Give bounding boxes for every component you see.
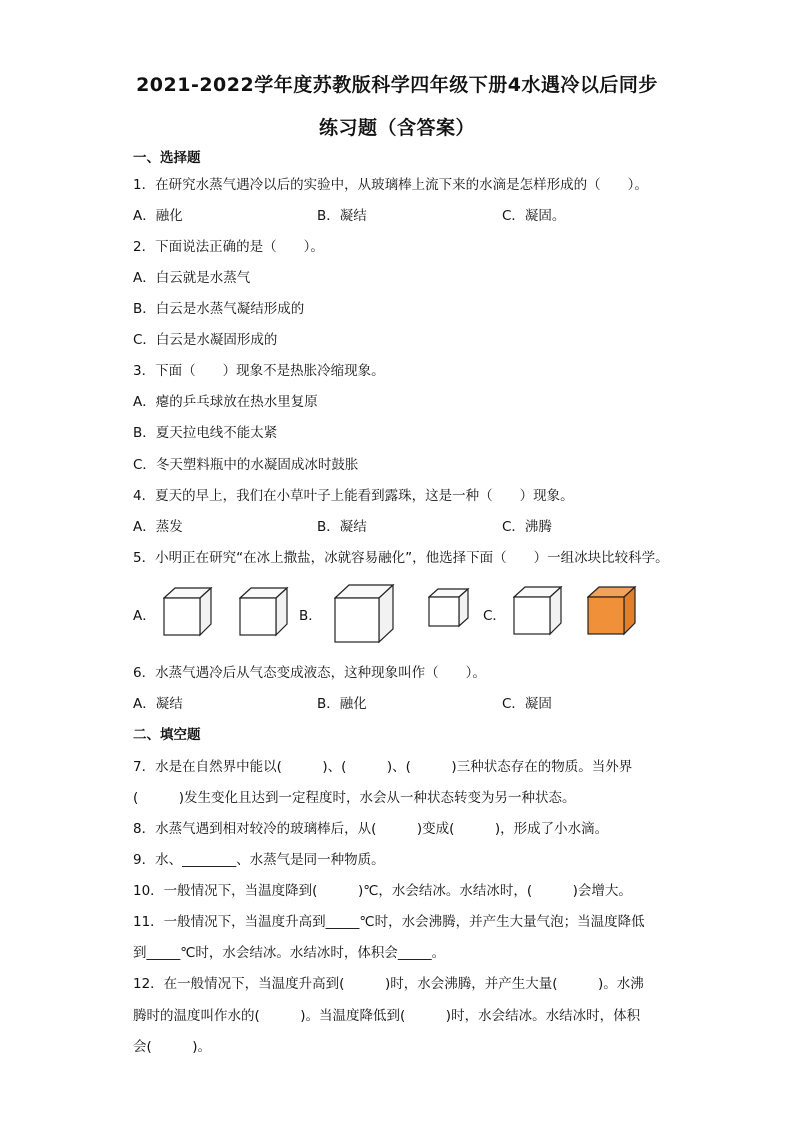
question-1: 1．在研究水蒸气遇冷以后的实验中，从玻璃棒上流下来的水滴是怎样形成的（ ）。	[133, 177, 648, 193]
q3-option-b: B．夏天拉电线不能太紧	[133, 425, 278, 441]
q3-option-a: A．瘪的乒乓球放在热水里复原	[133, 394, 318, 410]
q1-option-c: C．凝固。	[502, 208, 566, 224]
question-11-line1: 11．一般情况下，当温度升高到_____℃时，水会沸腾，并产生大量气泡；当温度降低	[133, 914, 645, 930]
q5-option-c-label: C．	[483, 608, 506, 624]
doc-title-line2: 练习题（含答案）	[318, 117, 475, 139]
doc-title-line1: 2021-2022学年度苏教版科学四年级下册4水遇冷以后同步	[136, 74, 658, 96]
question-11-line2: 到_____℃时，水会结冰。水结冰时，体积会_____。	[133, 945, 446, 961]
q5-a-cube-1	[163, 587, 213, 637]
q6-option-c: C．凝固	[502, 696, 552, 712]
q6-option-a: A．凝结	[133, 696, 183, 712]
question-12-line1: 12．在一般情况下，当温度升高到( )时，水会沸腾，并产生大量( )。水沸	[133, 976, 644, 992]
q4-option-a: A．蒸发	[133, 519, 183, 535]
q5-b-cube-large	[334, 584, 395, 644]
q1-option-b: B．凝结	[317, 208, 367, 224]
q2-option-c: C．白云是水凝固形成的	[133, 332, 278, 348]
section-heading-choice: 一、选择题	[133, 150, 201, 166]
q5-c-cube-white	[513, 586, 563, 636]
question-9: 9．水、________、水蒸气是同一种物质。	[133, 852, 385, 868]
question-8: 8．水蒸气遇到相对较冷的玻璃棒后，从( )变成( )，形成了小水滴。	[133, 821, 609, 837]
q5-option-a-label: A．	[133, 608, 156, 624]
question-6: 6．水蒸气遇冷后从气态变成液态，这种现象叫作（ ）。	[133, 665, 486, 681]
q4-option-b: B．凝结	[317, 519, 367, 535]
q3-option-c: C．冬天塑料瓶中的水凝固成冰时鼓胀	[133, 457, 359, 473]
q2-option-b: B．白云是水蒸气凝结形成的	[133, 301, 305, 317]
q5-a-cube-2	[239, 587, 289, 637]
q1-option-a: A．融化	[133, 208, 183, 224]
section-heading-fill: 二、填空题	[133, 727, 201, 743]
question-3: 3．下面（ ）现象不是热胀冷缩现象。	[133, 363, 385, 379]
q4-option-c: C．沸腾	[502, 519, 552, 535]
question-7-line1: 7．水是在自然界中能以( )、( )、( )三种状态存在的物质。当外界	[133, 759, 633, 775]
question-12-line2: 腾时的温度叫作水的( )。当温度降低到( )时，水会结冰。水结冰时，体积	[133, 1008, 641, 1024]
question-7-line2: ( )发生变化且达到一定程度时，水会从一种状态转变为另一种状态。	[133, 790, 576, 806]
q5-b-cube-small	[428, 588, 470, 628]
q2-option-a: A．白云就是水蒸气	[133, 270, 251, 286]
question-4: 4．夏天的早上，我们在小草叶子上能看到露珠，这是一种（ ）现象。	[133, 488, 574, 504]
question-10: 10．一般情况下，当温度降到( )℃，水会结冰。水结冰时，( )会增大。	[133, 883, 632, 899]
question-5: 5．小明正在研究“在冰上撒盐，冰就容易融化”，他选择下面（ ）一组冰块比较科学。	[133, 550, 669, 566]
q5-c-cube-orange	[587, 586, 637, 636]
question-12-line3: 会( )。	[133, 1039, 212, 1055]
q6-option-b: B．融化	[317, 696, 367, 712]
question-2: 2．下面说法正确的是（ ）。	[133, 239, 324, 255]
q5-option-b-label: B．	[299, 608, 322, 624]
